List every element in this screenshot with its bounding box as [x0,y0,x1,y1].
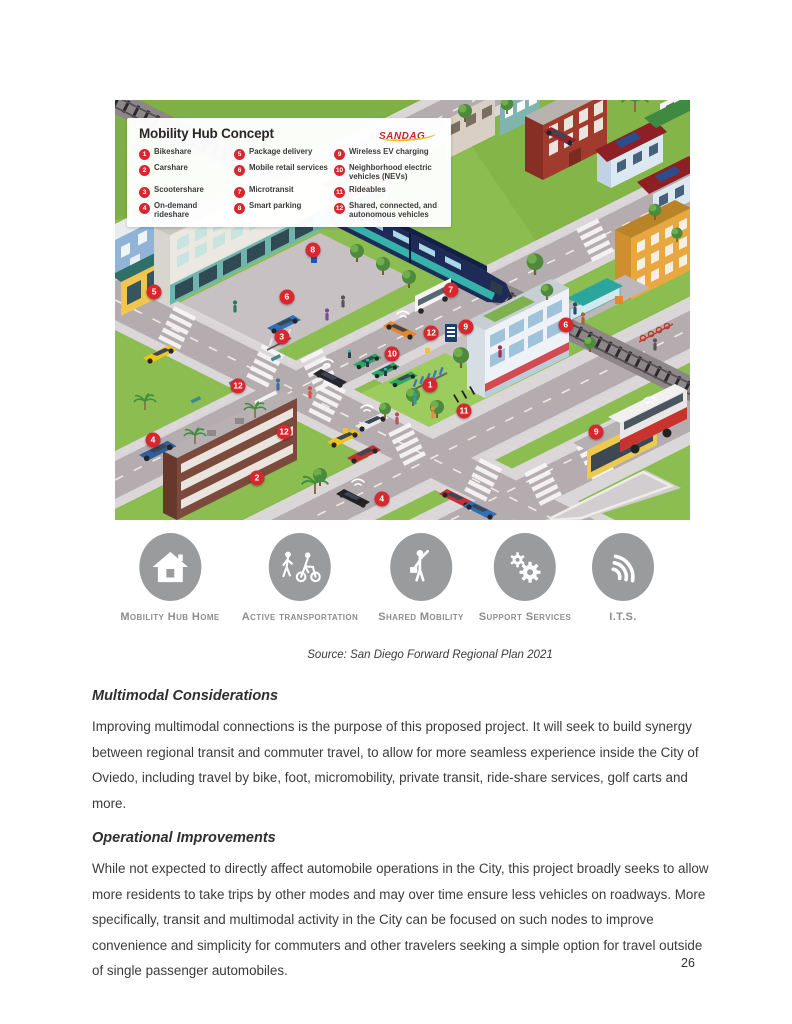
hub-category-item [378,533,464,623]
legend-item-label: Package delivery [249,147,313,156]
legend-item-number: 5 [234,149,245,160]
legend-item-number: 6 [234,165,245,176]
hub-category-label: Mobility Hub Home [120,611,220,623]
map-number-marker-label: 10 [387,348,397,359]
legend-item [139,186,231,198]
legend-item [334,164,441,182]
map-number-marker [558,318,573,333]
legend-item-number: 11 [334,187,345,198]
map-number-marker-label: 7 [448,284,454,295]
map-number-marker-label: 11 [459,405,469,416]
legend-item-label: Carshare [154,163,188,172]
icon-row [0,533,792,633]
hub-category-item [120,533,219,623]
map-number-marker [147,284,162,299]
section-heading-operational: Operational Improvements [92,830,276,846]
legend-item [139,148,231,160]
hub-category-label: Support Services [478,611,572,623]
map-number-marker [589,424,604,439]
hub-category-label: I.T.S. [609,611,637,623]
legend-item-label: Mobile retail services [249,163,328,172]
map-number-marker [424,326,439,341]
map-number-marker [277,424,292,439]
sandag-logo-text: SANDAG [379,131,426,142]
signal-waves-icon [602,546,644,588]
rideshare-hail-icon [400,546,442,588]
legend-item-label: Rideables [349,184,386,194]
legend-item-label: Smart parking [249,200,302,210]
map-number-marker-label: 12 [426,327,436,338]
section-paragraph-multimodal: Improving multimodal connections is the purpose of this proposed project. It will seek to build synergy between regional transit and commuter travel, to allow for more seamless experience inside the City of Oviedo, including travel by bike, foot, micromobility, private transit, ride-share services, golf carts and more. [92,719,699,811]
map-number-marker [458,319,473,334]
legend-item-label: Neighborhood electric vehicles (NEVs) [349,163,432,181]
map-number-marker-label: 4 [379,493,385,504]
legend-panel [127,118,451,227]
legend-item-number: 4 [139,203,150,214]
legend-items [139,148,441,220]
hub-category-label: Active transportation [241,611,359,623]
section-paragraph-operational: While not expected to directly affect automobile operations in the City, this project broadly seeks to allow more residents to take trips by other modes and may over time ensure less vehicles on roadways. More specifically, transit and multimodal activity in the City can be focused on such nodes to improve convenience and simplicity for commuters and other travelers seeking a simple option for travel outside of single passenger automobiles. [92,861,709,978]
legend-item [234,148,331,160]
hub-category-item [479,533,571,623]
pedestrian-cyclist-icon [279,546,321,588]
legend-item-number: 7 [234,187,245,198]
map-number-marker-label: 5 [151,286,157,297]
legend-item [334,186,441,198]
legend-item [234,186,331,198]
legend-item-label: Microtransit [249,184,294,194]
legend-item-number: 9 [334,149,345,160]
map-number-marker [231,379,246,394]
legend-item-label: Scootershare [154,184,204,194]
hub-category-item [242,533,358,623]
legend-item-number: 2 [139,165,150,176]
sandag-logo [379,126,439,142]
map-number-marker-label: 2 [254,472,260,483]
legend-item-number: 12 [335,204,344,212]
house-icon [149,546,191,588]
map-number-marker [374,492,389,507]
legend-item-number: 1 [139,149,150,160]
legend-item [139,202,231,220]
hub-category-circle [269,533,331,601]
hub-category-circle [139,533,201,601]
map-number-marker [385,347,400,362]
map-number-marker-label: 6 [284,291,290,302]
mobility-hub-illustration [115,100,690,520]
legend-item-number: 3 [139,187,150,198]
map-number-marker [274,329,289,344]
map-number-marker-label: 6 [563,319,569,330]
legend-item [334,148,441,160]
hub-category-item [592,533,654,623]
gears-icon [504,546,546,588]
section-heading-multimodal: Multimodal Considerations [92,688,279,704]
legend-item-number: 10 [335,167,344,174]
legend-item-label: Wireless EV charging [349,147,429,156]
legend-item [334,202,441,220]
map-number-marker-label: 12 [279,426,289,437]
figure-source-caption: Source: San Diego Forward Regional Plan 2021 [307,649,553,661]
map-number-marker [305,242,320,257]
legend-item [234,164,331,182]
map-number-marker [457,403,472,418]
map-number-marker [250,471,265,486]
map-number-marker-label: 4 [150,434,156,445]
legend-item-number: 8 [234,203,245,214]
hub-category-circle [592,533,654,601]
map-number-marker [443,282,458,297]
map-number-marker [145,433,160,448]
map-number-marker [423,378,438,393]
map-number-marker-label: 1 [427,379,433,390]
map-number-marker-label: 8 [310,244,316,255]
legend-item-label: Shared, connected, and autonomous vehicles [349,200,437,219]
map-number-marker-label: 9 [463,321,469,332]
page-number: 26 [681,956,695,970]
legend-item-label: Bikeshare [154,147,192,156]
map-number-marker-label: 12 [233,380,243,391]
map-number-marker-label: 3 [279,331,285,342]
legend-title: Mobility Hub Concept [139,126,274,141]
legend-item-label: On-demand rideshare [154,200,198,219]
legend-item [139,164,231,182]
legend-item [234,202,331,220]
map-number-marker-label: 9 [593,426,599,437]
body-text [92,688,714,996]
map-number-marker [279,289,294,304]
hub-category-label: Shared Mobility [378,611,464,623]
hub-category-circle [494,533,556,601]
hub-category-circle [390,533,452,601]
